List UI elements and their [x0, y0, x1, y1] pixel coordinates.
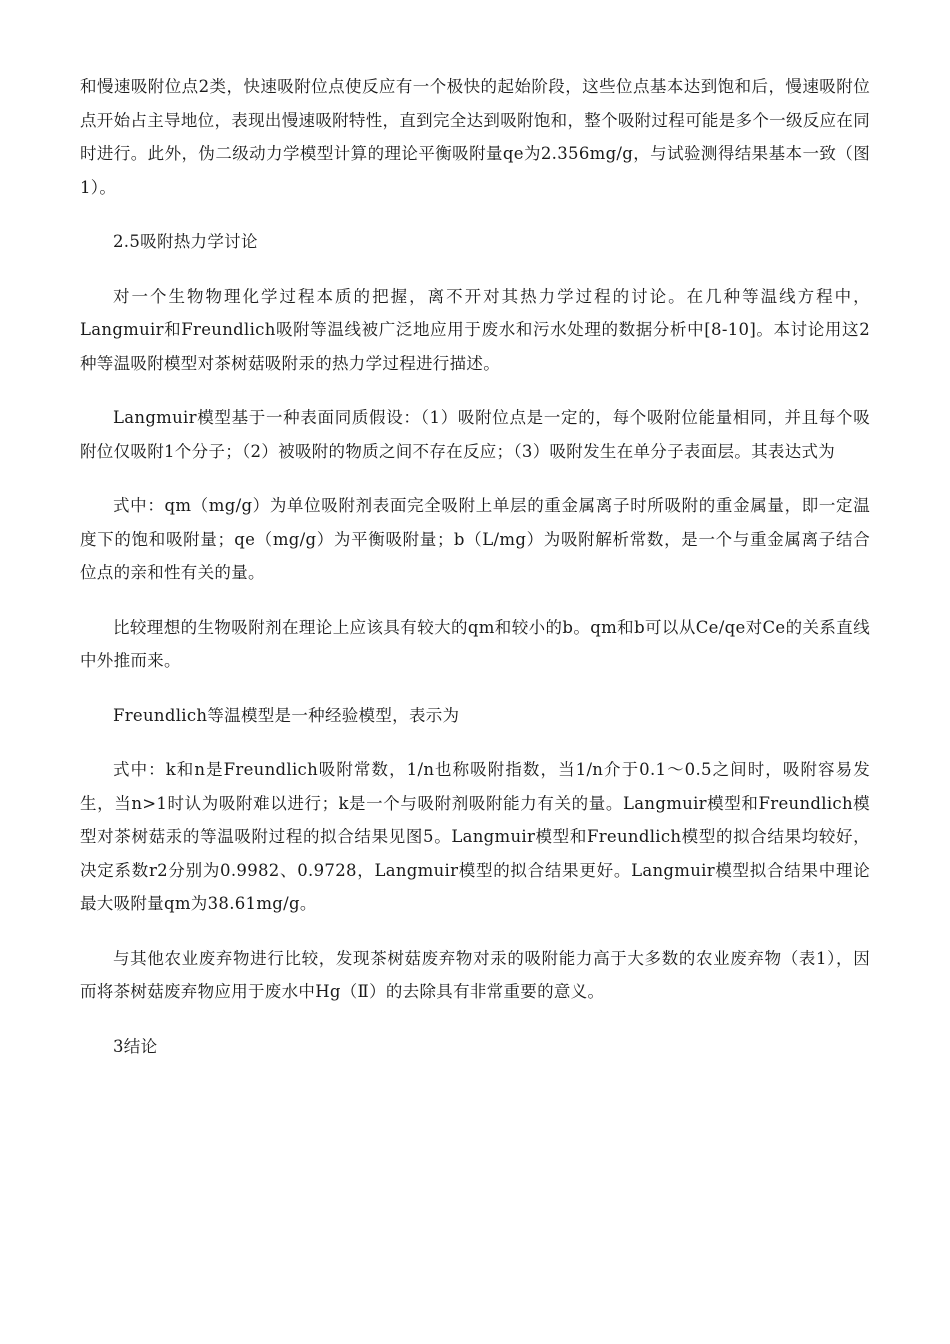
- paragraph-ideal-biosorbent: 比较理想的生物吸附剂在理论上应该具有较大的qm和较小的b。qm和b可以从Ce/qe对Ce的关系直线中外推而来。: [80, 617, 870, 670]
- document-page: [80, 70, 870, 1084]
- section-heading-2-5: 2.5吸附热力学讨论: [113, 232, 258, 251]
- paragraph-comparison: 与其他农业废弃物进行比较，发现茶树菇废弃物对汞的吸附能力高于大多数的农业废弃物（表1），因而将茶树菇废弃物应用于废水中Hg（Ⅱ）的去除具有非常重要的意义。: [80, 948, 870, 1001]
- paragraph-langmuir-variables: 式中：qm（mg/g）为单位吸附剂表面完全吸附上单层的重金属离子时所吸附的重金属量，即一定温度下的饱和吸附量；qe（mg/g）为平衡吸附量；b（L/mg）为吸附解析常数，是一个与重金属离子结合位点的亲和性有关的量。: [80, 496, 870, 582]
- paragraph-kinetics-continued: 和慢速吸附位点2类，快速吸附位点使反应有一个极快的起始阶段，这些位点基本达到饱和后，慢速吸附位点开始占主导地位，表现出慢速吸附特性，直到完全达到吸附饱和，整个吸附过程可能是多个一级反应在同时进行。此外，伪二级动力学模型计算的理论平衡吸附量qe为2.356mg/g，与试验测得结果基本一致（图1）。: [80, 77, 870, 197]
- paragraph-freundlich-model: Freundlich等温模型是一种经验模型，表示为: [113, 705, 460, 725]
- paragraph-thermodynamics-intro: 对一个生物物理化学过程本质的把握，离不开对其热力学过程的讨论。在几种等温线方程中，Langmuir和Freundlich吸附等温线被广泛地应用于废水和污水处理的数据分析中[8-10]。本讨论用这2种等温吸附模型对茶树菇吸附汞的热力学过程进行描述。: [80, 286, 870, 373]
- paragraph-langmuir-model: Langmuir模型基于一种表面同质假设：（1）吸附位点是一定的，每个吸附位能量相同，并且每个吸附位仅吸附1个分子；（2）被吸附的物质之间不存在反应；（3）吸附发生在单分子表面层。其表达式为: [80, 408, 870, 461]
- paragraph-freundlich-variables: 式中：k和n是Freundlich吸附常数，1/n也称吸附指数，当1/n介于0.1～0.5之间时，吸附容易发生，当n>1时认为吸附难以进行；k是一个与吸附剂吸附能力有关的量。Langmuir模型和Freundlich模型对茶树菇汞的等温吸附过程的拟合结果见图5。Langmuir模型和Freundlich模型的拟合结果均较好，决定系数r2分别为0.9982、0.9728，Langmuir模型的拟合结果更好。Langmuir模型拟合结果中理论最大吸附量qm为38.61mg/g。: [80, 760, 870, 913]
- section-heading-3: 3结论: [113, 1036, 158, 1056]
